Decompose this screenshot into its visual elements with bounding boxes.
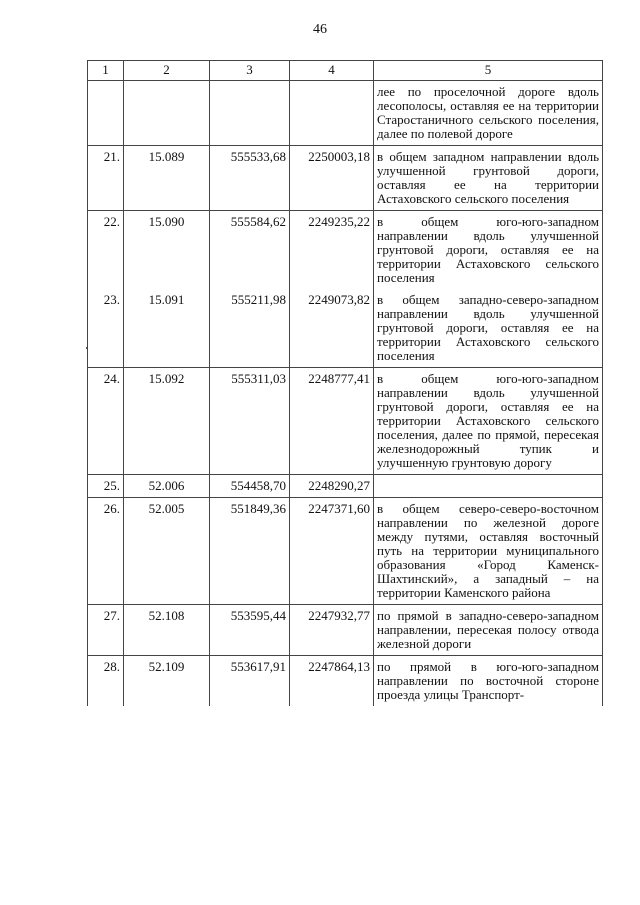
point-id [124,81,210,146]
table-row [88,81,603,146]
coord-x: 555311,03 [210,368,290,475]
point-id: 15.090 [124,211,210,290]
table-row [88,211,603,290]
table-row [88,289,603,368]
boundary-description: в общем юго-юго-западном направлении вдоль улучшенной грунтовой дороги, оставляя ее на территории Астаховского сельского поселения [374,211,603,290]
table-row [88,475,603,498]
header-col-1: 1 [88,61,124,81]
header-col-4: 4 [290,61,374,81]
boundary-description: лее по проселочной дороге вдоль лесополосы, оставляя ее на территории Старостаничного сельского поселения, далее по полевой дороге [374,81,603,146]
boundary-description: по прямой в юго-юго-западном направлении по восточной стороне проезда улицы Транспорт- [374,656,603,707]
point-id: 15.091 [124,289,210,368]
coord-x: 553595,44 [210,605,290,656]
boundary-description: по прямой в западно-северо-западном направлении, пересекая полосу отвода железной дороги [374,605,603,656]
point-id: 52.109 [124,656,210,707]
table-row [88,605,603,656]
point-id: 15.089 [124,146,210,211]
table-row [88,498,603,605]
point-id: 52.005 [124,498,210,605]
row-number: 24. [88,368,124,475]
row-number: 25. [88,475,124,498]
coord-y: 2250003,18 [290,146,374,211]
header-col-3: 3 [210,61,290,81]
coord-y: 2249073,82 [290,289,374,368]
coord-x: 553617,91 [210,656,290,707]
coord-y: 2247932,77 [290,605,374,656]
row-number: 26. [88,498,124,605]
table-row [88,146,603,211]
boundary-description: в общем юго-юго-западном направлении вдоль улучшенной грунтовой дороги, оставляя ее на территории Астаховского сельского поселения, далее по прямой, пересекая железнодорожный тупик и улучшенную грунтовую дорогу [374,368,603,475]
coord-y: 2249235,22 [290,211,374,290]
point-id: 15.092 [124,368,210,475]
point-id: 52.006 [124,475,210,498]
row-number: 28. [88,656,124,707]
table-row [88,368,603,475]
row-number: 27. [88,605,124,656]
header-col-5: 5 [374,61,603,81]
coord-x: 555533,68 [210,146,290,211]
row-number [88,81,124,146]
table-header-row [88,61,603,81]
point-id: 52.108 [124,605,210,656]
coord-x: 551849,36 [210,498,290,605]
boundary-description: в общем западно-северо-западном направлении вдоль улучшенной грунтовой дороги, оставляя ее на территории Астаховского сельского поселения [374,289,603,368]
coord-y: 2247864,13 [290,656,374,707]
coord-x: 555211,98 [210,289,290,368]
coord-x: 554458,70 [210,475,290,498]
coord-y: 2248290,27 [290,475,374,498]
page-number: 46 [313,22,327,37]
boundary-points-table [87,60,603,706]
boundary-description [374,475,603,498]
boundary-description: в общем северо-северо-восточном направлении по железной дороге между путями, оставляя восточный путь на территории муниципального образования «Город Каменск-Шахтинский», а западный – на территории Каменского района [374,498,603,605]
row-number: 23. [88,289,124,368]
header-col-2: 2 [124,61,210,81]
coord-x [210,81,290,146]
coord-y: 2247371,60 [290,498,374,605]
table-row [88,656,603,707]
row-number: 22. [88,211,124,290]
boundary-description: в общем западном направлении вдоль улучшенной грунтовой дороги, оставляя ее на территории Астаховского сельского поселения [374,146,603,211]
row-number: 21. [88,146,124,211]
coord-x: 555584,62 [210,211,290,290]
coord-y [290,81,374,146]
coord-y: 2248777,41 [290,368,374,475]
